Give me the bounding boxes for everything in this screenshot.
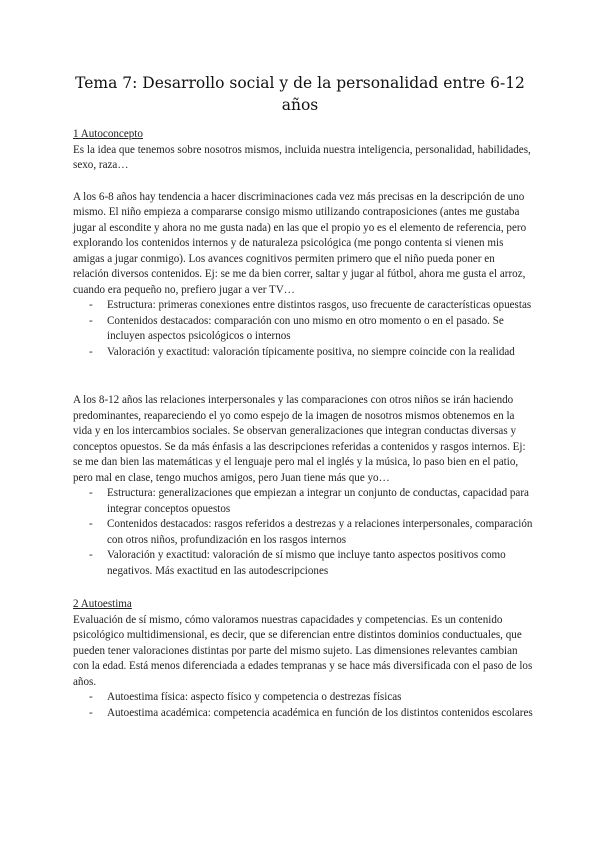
- document-title: Tema 7: Desarrollo social y de la personalidad entre 6-12 años: [75, 74, 525, 114]
- list-item: - Estructura: primeras conexiones entre distintos rasgos, uso frecuente de características opuestas: [73, 298, 533, 314]
- list-autoestima: [73, 690, 533, 721]
- paragraph-autoestima: Evaluación de sí mismo, cómo valoramos nuestras capacidades y competencias. Es un contenido psicológico multidimensional, es decir, que se diferencian entre distintos dominios conductuales, que pueden tener valoraciones distintas por parte del mismo sujeto. Las dimensiones relevantes cambian con la edad. Está menos diferenciada a edades tempranas y se hace más diversificada con el paso de los años.: [73, 613, 533, 688]
- list-8-12-anos: [73, 486, 533, 579]
- list-item: - Estructura: generalizaciones que empiezan a integrar un conjunto de conductas, capacidad para integrar conceptos opuestos: [73, 486, 533, 517]
- list-6-8-anos: [73, 298, 533, 360]
- section-heading-autoestima: 2 Autoestima: [73, 598, 132, 610]
- paragraph-6-8-anos: A los 6-8 años hay tendencia a hacer discriminaciones cada vez más precisas en la descripción de uno mismo. El niño empieza a compararse consigo mismo utilizando contraposiciones (antes me gustaba jugar al escondite y ahora no me gusta nada) en las que el propio yo es el elemento de referencia, pero explorando los contenidos internos y de naturaleza psicológica (me pongo contenta si vienen mis amigas a jugar conmigo). Los avances cognitivos permiten primero que el niño pueda poner en relación diversos contenidos. Ej: se me da bien correr, saltar y jugar al fútbol, ahora me gusta el arroz, cuando era pequeño no, prefiero jugar a ver TV…: [73, 190, 527, 296]
- list-item: - Autoestima académica: competencia académica en función de los distintos contenidos escolares: [73, 706, 533, 722]
- list-item: - Valoración y exactitud: valoración típicamente positiva, no siempre coincide con la realidad: [73, 345, 533, 361]
- list-item: - Contenidos destacados: comparación con uno mismo en otro momento o en el pasado. Se incluyen aspectos psicológicos o internos: [73, 314, 533, 345]
- section-heading-autoconcepto: 1 Autoconcepto: [73, 128, 143, 140]
- paragraph-autoconcepto-intro: Es la idea que tenemos sobre nosotros mismos, incluida nuestra inteligencia, personalidad, habilidades, sexo, raza…: [73, 143, 531, 171]
- paragraph-8-12-anos: A los 8-12 años las relaciones interpersonales y las comparaciones con otros niños se irán haciendo predominantes, reapareciendo el yo como espejo de la imagen de nosotros mismos obtenemos en la vida y en los intercambios sociales. Se observan generalizaciones que integran conductas diversas y conceptos opuestos. Se da más énfasis a las descripciones referidas a contenidos y rasgos internos. Ej: se me dan bien las matemáticas y el lenguaje pero mal el inglés y la música, lo paso bien en el patio, pero mal en clase, tengo muchos amigos, pero Juan tiene más que yo…: [73, 394, 526, 484]
- list-item: - Contenidos destacados: rasgos referidos a destrezas y a relaciones interpersonales, comparación con otros niños, profundización en los rasgos internos: [73, 517, 533, 548]
- list-item: - Autoestima física: aspecto físico y competencia o destrezas físicas: [73, 690, 533, 706]
- document-body: [73, 127, 533, 721]
- list-item: - Valoración y exactitud: valoración de sí mismo que incluye tanto aspectos positivos como negativos. Más exactitud en las autodescripciones: [73, 548, 533, 579]
